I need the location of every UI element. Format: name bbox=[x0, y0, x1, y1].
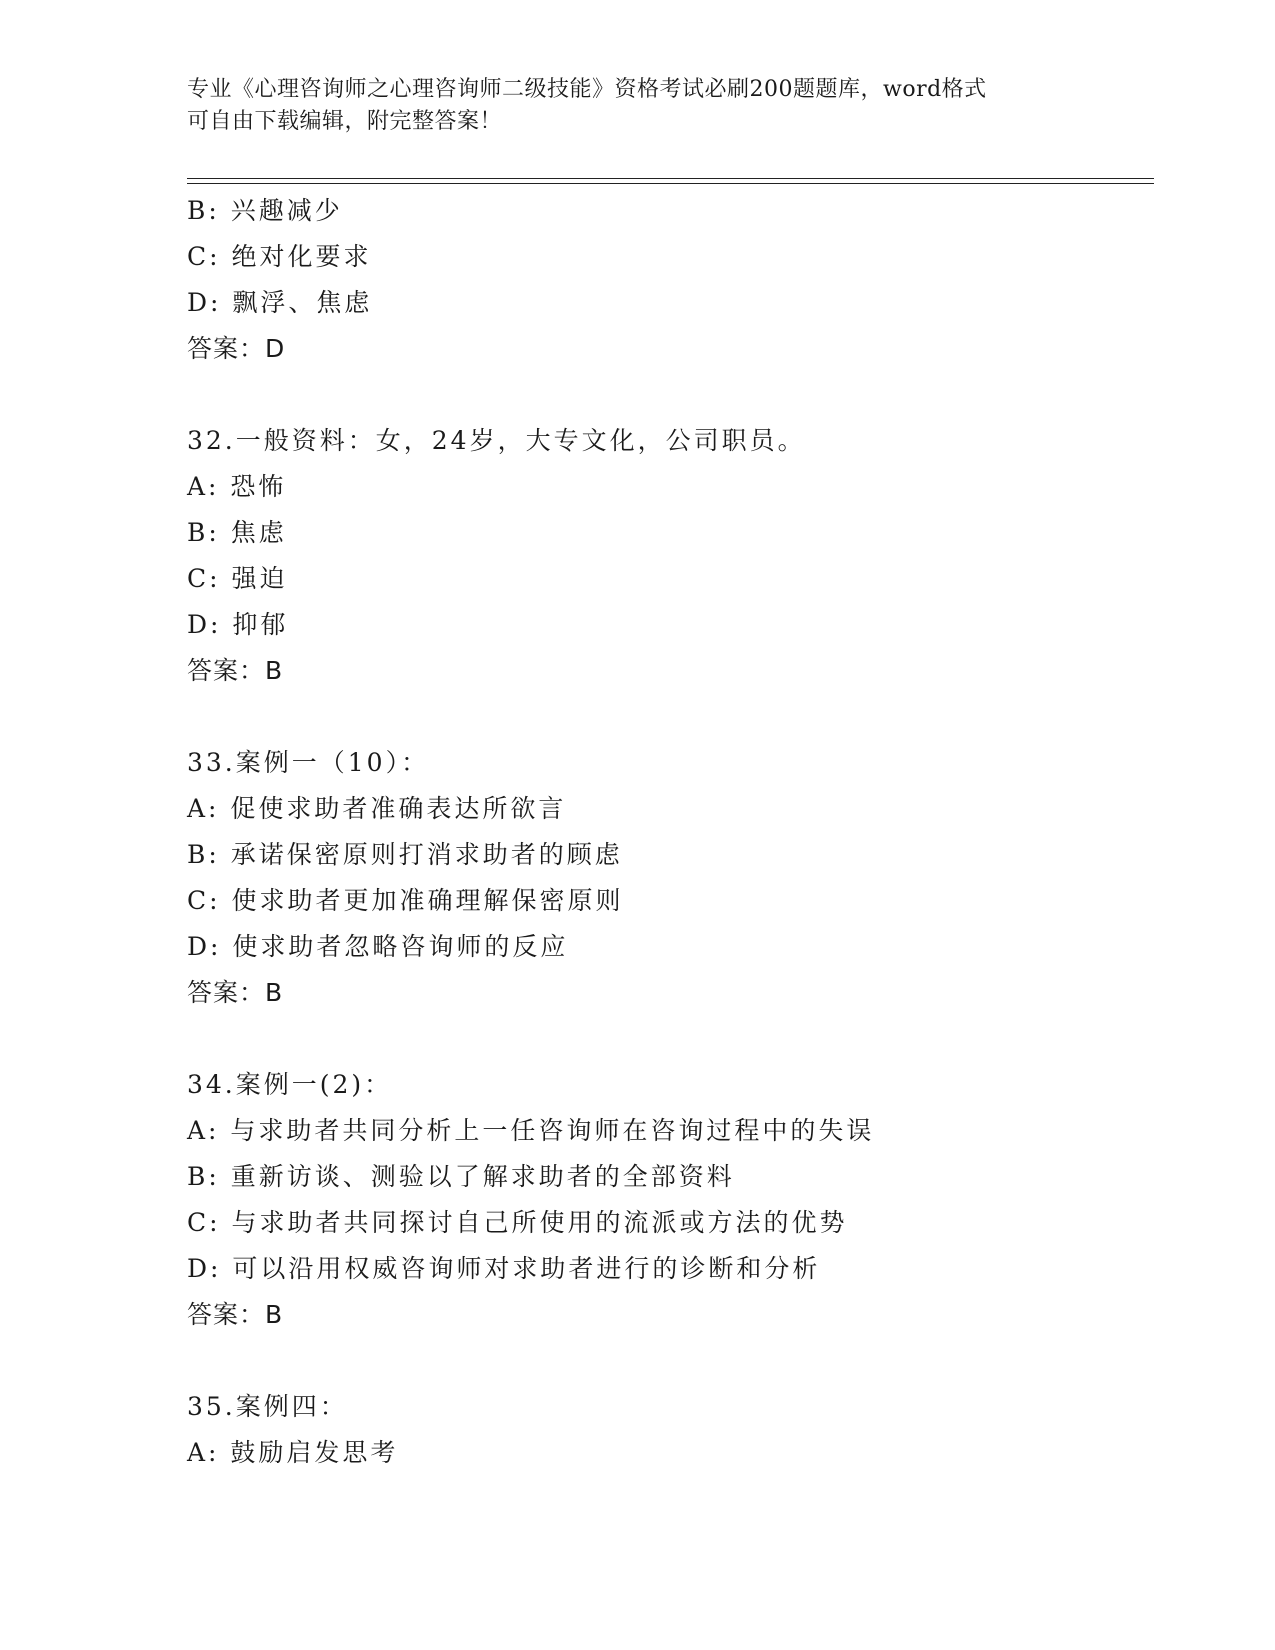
option-d: D: 使求助者忽略咨询师的反应 bbox=[187, 932, 569, 961]
question-32 bbox=[187, 418, 1154, 694]
option-a: A: 鼓励启发思考 bbox=[187, 1438, 399, 1467]
option-d: D: 飘浮、焦虑 bbox=[187, 288, 373, 317]
question-33 bbox=[187, 740, 1154, 1016]
question-text: 35.案例四： bbox=[187, 1392, 348, 1421]
option-b: B: 重新访谈、测验以了解求助者的全部资料 bbox=[187, 1162, 735, 1191]
spacer bbox=[187, 694, 1154, 740]
option-c: C: 与求助者共同探讨自己所使用的流派或方法的优势 bbox=[187, 1208, 848, 1237]
document-header bbox=[187, 74, 1087, 138]
question-31 bbox=[187, 188, 1154, 372]
option-a: A: 促使求助者准确表达所欲言 bbox=[187, 794, 567, 823]
option-d: D: 抑郁 bbox=[187, 610, 289, 639]
option-a: A: 恐怖 bbox=[187, 472, 287, 501]
question-35 bbox=[187, 1384, 1154, 1476]
spacer bbox=[187, 1016, 1154, 1062]
option-c: C: 使求助者更加准确理解保密原则 bbox=[187, 886, 624, 915]
option-b: B: 焦虑 bbox=[187, 518, 287, 547]
answer: 答案：B bbox=[187, 1300, 284, 1329]
header-line-2: 可自由下载编辑，附完整答案！ bbox=[187, 109, 503, 134]
answer: 答案：B bbox=[187, 978, 284, 1007]
option-b: B: 兴趣减少 bbox=[187, 196, 343, 225]
question-text: 33.案例一（10）： bbox=[187, 748, 430, 777]
question-list bbox=[187, 188, 1154, 1476]
spacer bbox=[187, 372, 1154, 418]
answer: 答案：D bbox=[187, 334, 286, 363]
spacer bbox=[187, 1338, 1154, 1384]
header-line-1: 专业《心理咨询师之心理咨询师二级技能》资格考试必刷200题题库，word格式 bbox=[187, 77, 987, 102]
question-text: 32.一般资料：女，24岁，大专文化，公司职员。 bbox=[187, 426, 806, 455]
option-b: B: 承诺保密原则打消求助者的顾虑 bbox=[187, 840, 623, 869]
header-rule-bottom bbox=[187, 183, 1154, 184]
answer: 答案：B bbox=[187, 656, 284, 685]
header-rule-top bbox=[187, 178, 1154, 179]
option-c: C: 强迫 bbox=[187, 564, 288, 593]
option-c: C: 绝对化要求 bbox=[187, 242, 372, 271]
option-a: A: 与求助者共同分析上一任咨询师在咨询过程中的失误 bbox=[187, 1116, 875, 1145]
option-d: D: 可以沿用权威咨询师对求助者进行的诊断和分析 bbox=[187, 1254, 821, 1283]
question-34 bbox=[187, 1062, 1154, 1338]
question-text: 34.案例一(2)： bbox=[187, 1070, 393, 1099]
